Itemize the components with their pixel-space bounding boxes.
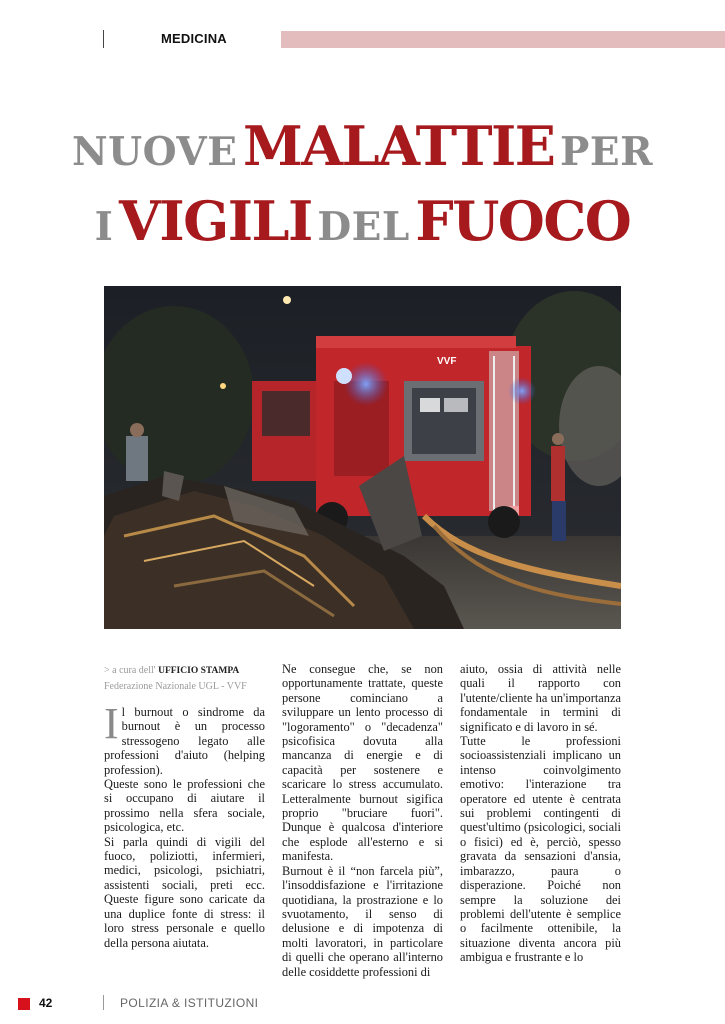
byline-organization: Federazione Nazionale UGL - VVF <box>104 681 247 692</box>
header-color-band <box>281 31 725 48</box>
drop-cap: I <box>104 699 119 748</box>
article-column-1 <box>104 699 265 950</box>
footer-marker <box>18 998 30 1010</box>
title-word-highlight: FUOCO <box>415 189 631 253</box>
paragraph: Queste sono le professioni che si occupano di aiutare il prossimo nella sfera sociale, psicologica, etc. <box>104 777 265 835</box>
truck-lettering: VVF <box>437 356 457 367</box>
paragraph: Ne consegue che, se non opportunamente trattate, queste persone cominciano a sviluppare un lento processo di "logoramento" o "decadenza" psicofisica dovuta alla mancanza di energie e di capacità per sostenere e scaricare lo stress accumulato. Letteralmente burnout sigifica proprio "bruciare fuori". Dunque è qualcosa d'interiore che esplode all'esterno e si manifesta. <box>282 662 443 864</box>
section-label: MEDICINA <box>161 31 227 46</box>
title-word: DEL <box>317 204 410 250</box>
byline-author: UFFICIO STAMPA <box>158 666 240 676</box>
title-word: PER <box>560 129 653 175</box>
publication-name: POLIZIA & ISTITUZIONI <box>120 996 259 1010</box>
paragraph <box>104 699 265 777</box>
header-divider <box>103 30 104 48</box>
article-photo <box>104 286 621 629</box>
article-title-line-2 <box>0 189 725 253</box>
article-column-3 <box>460 662 621 965</box>
paragraph: Si parla quindi di vigili del fuoco, poliziotti, infermieri, medici, psicologi, psichiatri, assistenti sociali, preti ecc. Queste figure sono caricate da una duplice fonte di stress: il loro stress personale e quello della persona aiutata. <box>104 834 265 950</box>
title-word: I <box>94 204 114 250</box>
byline-prefix: > a cura dell' <box>104 665 156 676</box>
title-word-highlight: MALATTIE <box>243 114 555 178</box>
paragraph: Tutte le professioni socioassistenziali implicano un intenso coinvolgimento emotivo: l'interazione tra operatore ed utente è centrata sui problemi contingenti di quest'ultimo (psicologici, sociali o fisici) ed è, perciò, spesso gravata da sensazioni d'ansia, imbarazzo, paura o disperazione. Poiché non sempre la soluzione dei problemi dell'utente è semplice o facilmente ottenibile, la situazione diventa ancora più ambigua e frustrante e lo <box>460 734 621 965</box>
paragraph: aiuto, ossia di attività nelle quali il rapporto con l'utente/cliente ha un'importanza fondamentale in termini di significato e di lavoro in sé. <box>460 662 621 734</box>
paragraph-text: l burnout o sindrome da burnout è un processo stressogeno legato alle professioni d'aiuto (helping profession). <box>104 705 265 777</box>
paragraph: Burnout è il “non farcela più”, l'insoddisfazione e l'irritazione quotidiana, la prostrazione e lo svuotamento, il senso di delusione e di impotenza di molti lavoratori, in particolare di quelli che operano all'interno delle cosiddette professioni di <box>282 863 443 979</box>
byline <box>104 663 264 694</box>
page-number: 42 <box>39 996 53 1010</box>
footer-divider <box>103 995 104 1010</box>
title-word: NUOVE <box>71 129 238 175</box>
article-title-line-1 <box>0 114 725 178</box>
article-column-2 <box>282 662 443 979</box>
title-word-highlight: VIGILI <box>118 189 312 253</box>
